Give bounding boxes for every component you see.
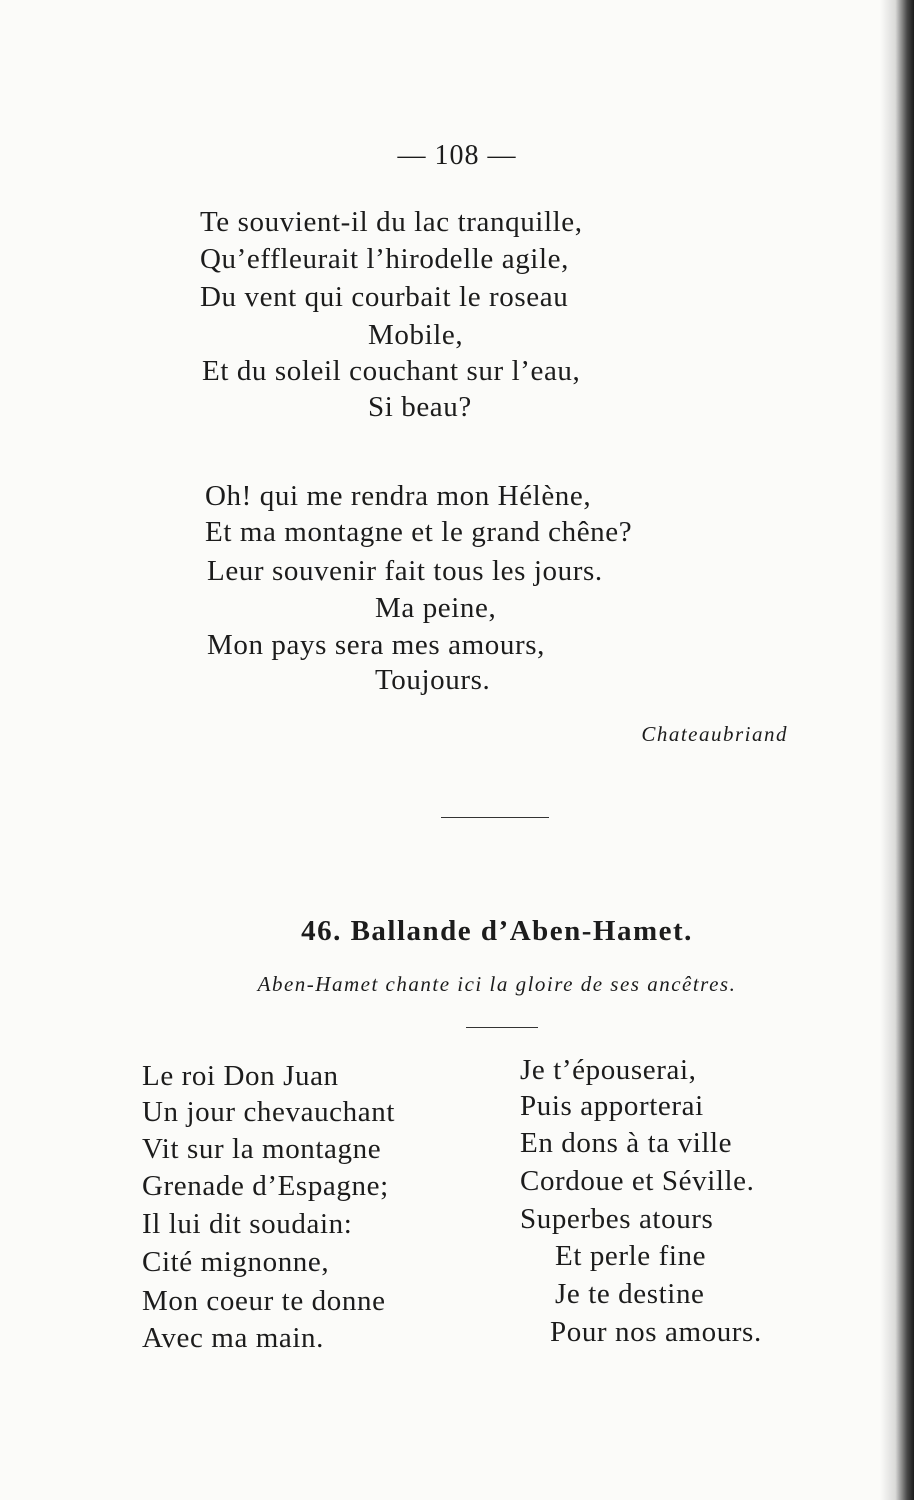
poem-two-right-line: Puis apporterai: [520, 1090, 704, 1122]
section-divider: [441, 817, 549, 818]
poem-one-line: Du vent qui courbait le roseau: [200, 281, 569, 313]
poem-two-left-line: Il lui dit soudain:: [142, 1208, 353, 1240]
poem-one-line: Mobile,: [368, 319, 464, 351]
poem-one-line: Mon pays sera mes amours,: [207, 629, 545, 661]
poem-two-left-line: Vit sur la montagne: [142, 1133, 382, 1165]
poem-one-line: Qu’effleurait l’hirodelle agile,: [200, 243, 569, 275]
poem-two-left-line: Grenade d’Espagne;: [142, 1170, 389, 1202]
poem-two-left-line: Un jour chevauchant: [142, 1096, 395, 1128]
poem-one-line: Et du soleil couchant sur l’eau,: [202, 355, 581, 387]
poem-two-left-line: Le roi Don Juan: [142, 1060, 339, 1092]
poem-one-line: Ma peine,: [375, 592, 497, 624]
author-attribution: Chateaubriand: [641, 722, 788, 746]
page-number: — 108 —: [397, 140, 517, 171]
poem-two-right-line: Superbes atours: [520, 1203, 714, 1235]
poem-two-right-line: Je t’épouserai,: [520, 1054, 697, 1086]
poem-one-line: Te souvient-il du lac tranquille,: [200, 206, 583, 238]
poem-two-right-line: Cordoue et Séville.: [520, 1165, 755, 1197]
poem-two-right-line: Je te destine: [555, 1278, 705, 1310]
poem-two-left-line: Cité mignonne,: [142, 1246, 330, 1278]
poem-subtitle: Aben-Hamet chante ici la gloire de ses ancêtres.: [257, 972, 737, 996]
poem-one-line: Si beau?: [368, 391, 472, 423]
poem-two-left-line: Mon coeur te donne: [142, 1285, 386, 1317]
title-divider: [466, 1027, 538, 1028]
poem-one-line: Toujours.: [375, 664, 491, 696]
poem-one-line: Leur souvenir fait tous les jours.: [207, 555, 603, 587]
page-binding-shadow: [880, 0, 914, 1500]
poem-two-right-line: Et perle fine: [555, 1240, 707, 1272]
poem-title: 46. Ballande d’Aben-Hamet.: [301, 915, 693, 947]
poem-one-line: Et ma montagne et le grand chêne?: [205, 516, 633, 548]
poem-one-line: Oh! qui me rendra mon Hélène,: [205, 480, 592, 512]
poem-two-right-line: Pour nos amours.: [550, 1316, 762, 1348]
poem-two-right-line: En dons à ta ville: [520, 1127, 733, 1159]
poem-two-left-line: Avec ma main.: [142, 1322, 324, 1354]
